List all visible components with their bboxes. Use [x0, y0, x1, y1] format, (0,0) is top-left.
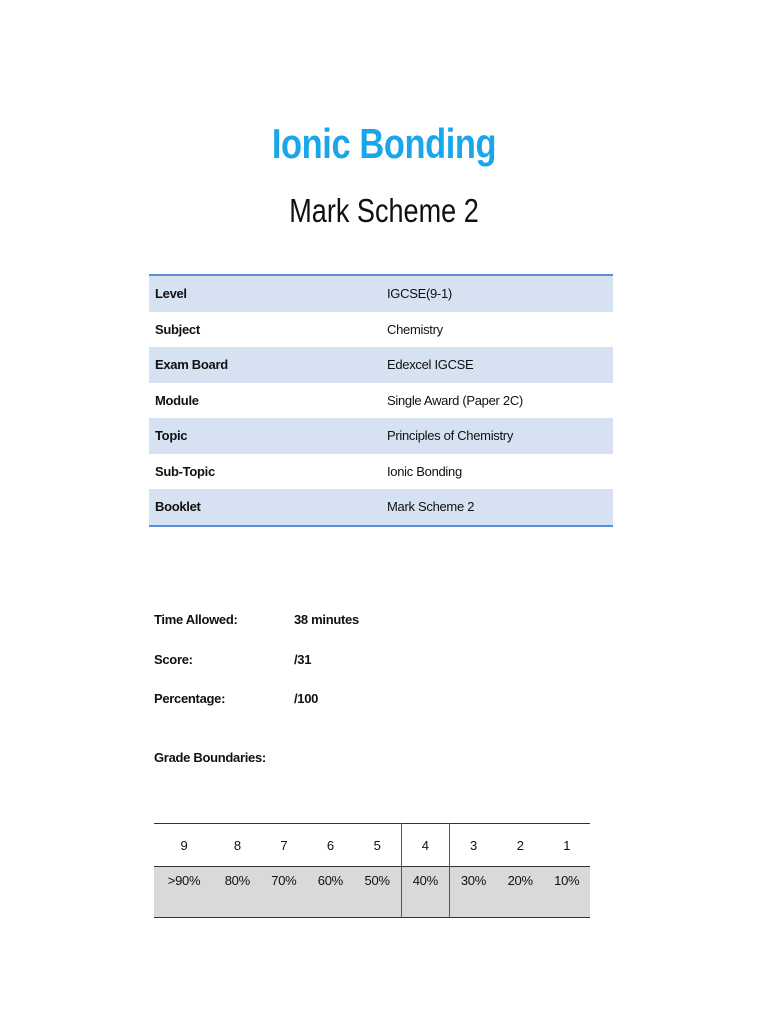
info-label: Level: [149, 275, 381, 312]
grade-cell: 3: [449, 824, 496, 867]
percentage-cell: >90%: [154, 867, 214, 918]
percentage-cell: 70%: [261, 867, 308, 918]
score-label: Score:: [154, 652, 193, 667]
grade-cell: 9: [154, 824, 214, 867]
grade-cell: 7: [261, 824, 308, 867]
time-allowed-label: Time Allowed:: [154, 612, 238, 627]
grade-cell: 4: [401, 824, 449, 867]
info-row-level: [149, 275, 613, 312]
grade-cell: 8: [214, 824, 261, 867]
page-subtitle: Mark Scheme 2: [289, 192, 479, 229]
info-row-topic: [149, 418, 613, 454]
percentage-cell: 10%: [543, 867, 590, 918]
info-value: Mark Scheme 2: [381, 489, 613, 526]
info-label: Booklet: [149, 489, 381, 526]
info-row-exam-board: [149, 347, 613, 383]
time-allowed-value: 38 minutes: [294, 612, 359, 627]
info-row-sub-topic: [149, 454, 613, 490]
info-value: Chemistry: [387, 321, 443, 337]
info-value: Principles of Chemistry: [381, 418, 613, 454]
grade-boundaries-heading: Grade Boundaries:: [154, 750, 266, 765]
grade-cell: 2: [497, 824, 544, 867]
info-value: Ionic Bonding: [387, 463, 462, 479]
percentage-cell: 80%: [214, 867, 261, 918]
percentage-label: Percentage:: [154, 691, 226, 706]
info-row-subject: [149, 312, 613, 348]
page-title: Ionic Bonding: [271, 120, 497, 167]
info-table: [149, 274, 613, 527]
percentage-cell: 50%: [354, 867, 401, 918]
percentage-row: [154, 867, 590, 918]
percentage-cell: 40%: [401, 867, 449, 918]
info-label: Exam Board: [149, 347, 381, 383]
grade-boundaries-table: [154, 823, 590, 918]
info-label: Subject: [155, 321, 200, 337]
info-value: Single Award (Paper 2C): [387, 392, 523, 408]
score-value: /31: [294, 652, 312, 667]
info-label: Module: [155, 392, 199, 408]
percentage-cell: 20%: [497, 867, 544, 918]
grade-cell: 1: [543, 824, 590, 867]
info-label: Sub-Topic: [155, 463, 215, 479]
percentage-cell: 60%: [307, 867, 354, 918]
info-label: Topic: [149, 418, 381, 454]
grade-row: [154, 824, 590, 867]
info-value: Edexcel IGCSE: [381, 347, 613, 383]
percentage-value: /100: [294, 691, 319, 706]
grade-cell: 6: [307, 824, 354, 867]
info-value: IGCSE(9-1): [381, 275, 613, 312]
info-row-booklet: [149, 489, 613, 526]
percentage-cell: 30%: [449, 867, 496, 918]
grade-cell: 5: [354, 824, 401, 867]
info-row-module: [149, 383, 613, 419]
